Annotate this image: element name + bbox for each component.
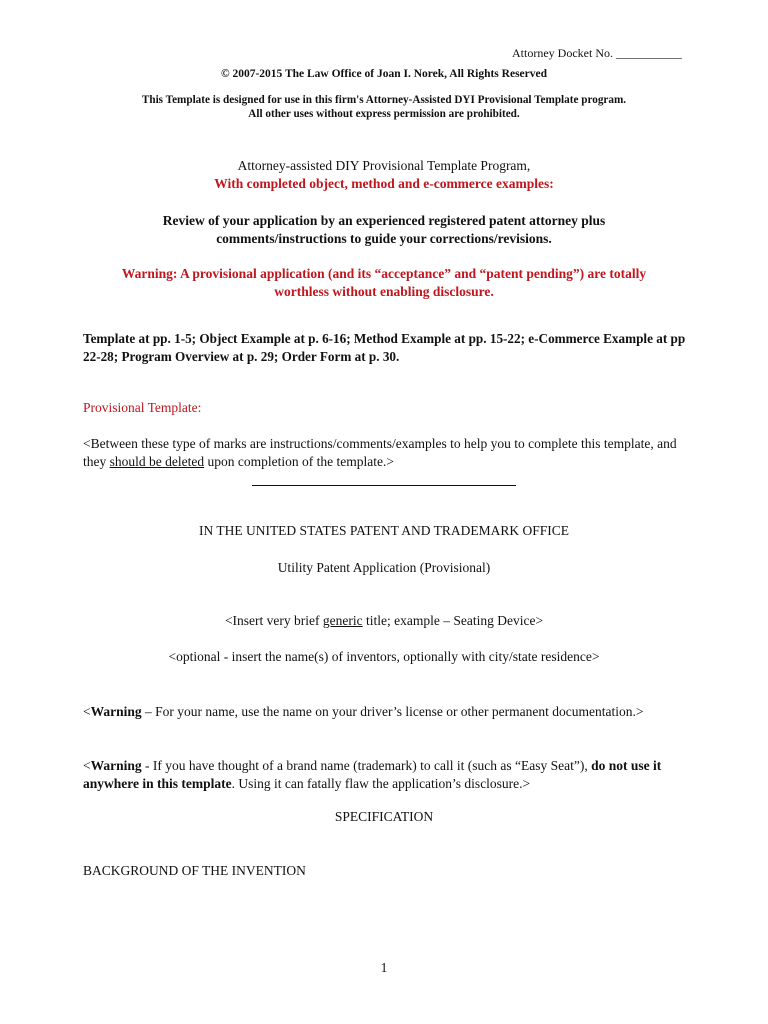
attorney-docket-label: Attorney Docket No. ___________ xyxy=(512,46,682,60)
warning-name-rest: – For your name, use the name on your driver’s license or other permanent documentation.> xyxy=(141,704,644,719)
warning-brand-open: < xyxy=(83,758,91,773)
program-title-line-2: With completed object, method and e-commerce examples: xyxy=(214,176,554,191)
optional-inventors-instruction: <optional - insert the name(s) of inventors, optionally with city/state residence> xyxy=(168,649,600,664)
instructions-note-text-1: <Between these type of marks are instructions/comments/examples to help you to complete this template, and they xyxy=(83,436,677,469)
warning-brand-bold-2: do not use it anywhere in this template xyxy=(83,758,662,791)
uspto-heading: IN THE UNITED STATES PATENT AND TRADEMARK OFFICE xyxy=(198,523,570,538)
warning-brand-bold-1: Warning xyxy=(90,758,142,773)
instructions-note-text-2: upon completion of the template.> xyxy=(204,454,394,469)
template-usage-line-1: This Template is designed for use in this firm's Attorney-Assisted DYI Provisional Template program. xyxy=(141,94,627,106)
provisional-template-heading: Provisional Template: xyxy=(83,400,202,415)
template-usage-notice xyxy=(0,93,768,121)
review-description xyxy=(0,212,768,248)
review-line-2: comments/instructions to guide your corrections/revisions. xyxy=(216,231,552,246)
warning-brand-rest: . Using it can fatally flaw the application’s disclosure.> xyxy=(231,776,531,791)
copyright-notice: © 2007-2015 The Law Office of Joan I. Norek, All Rights Reserved xyxy=(221,68,547,80)
divider-line xyxy=(252,485,516,486)
background-heading: BACKGROUND OF THE INVENTION xyxy=(83,863,306,878)
insert-title-instruction xyxy=(0,613,768,629)
warning-line-1: Warning: A provisional application (and its “acceptance” and “patent pending”) are totally xyxy=(121,266,647,281)
program-title xyxy=(0,157,768,193)
warning-brand-mid: - If you have thought of a brand name (trademark) to call it (such as “Easy Seat”), xyxy=(141,758,592,773)
specification-heading: SPECIFICATION xyxy=(334,809,434,824)
review-line-1: Review of your application by an experienced registered patent attorney plus xyxy=(162,213,606,228)
warning-name-bold: Warning xyxy=(90,704,142,719)
page-summary: Template at pp. 1-5; Object Example at p. 6-16; Method Example at pp. 15-22; e-Commerce Example at pp 22-28; Program Overview at p. 29; Order Form at p. 30. xyxy=(83,331,686,364)
instructions-note-underlined: should be deleted xyxy=(109,454,205,469)
program-title-line-1: Attorney-assisted DIY Provisional Template Program, xyxy=(237,158,531,173)
warning-line-2: worthless without enabling disclosure. xyxy=(274,284,494,299)
page-number: 1 xyxy=(380,960,388,975)
utility-application-heading: Utility Patent Application (Provisional) xyxy=(277,560,491,575)
template-usage-line-2: All other uses without express permission are prohibited. xyxy=(248,108,520,120)
warning-name-open: < xyxy=(83,704,91,719)
insert-title-underlined: generic xyxy=(322,613,363,628)
warning-name-note xyxy=(83,703,688,721)
insert-title-before: <Insert very brief xyxy=(224,613,323,628)
instructions-note xyxy=(83,435,688,471)
warning-brand-note xyxy=(83,757,688,793)
warning-provisional xyxy=(0,265,768,301)
insert-title-after: title; example – Seating Device> xyxy=(362,613,544,628)
